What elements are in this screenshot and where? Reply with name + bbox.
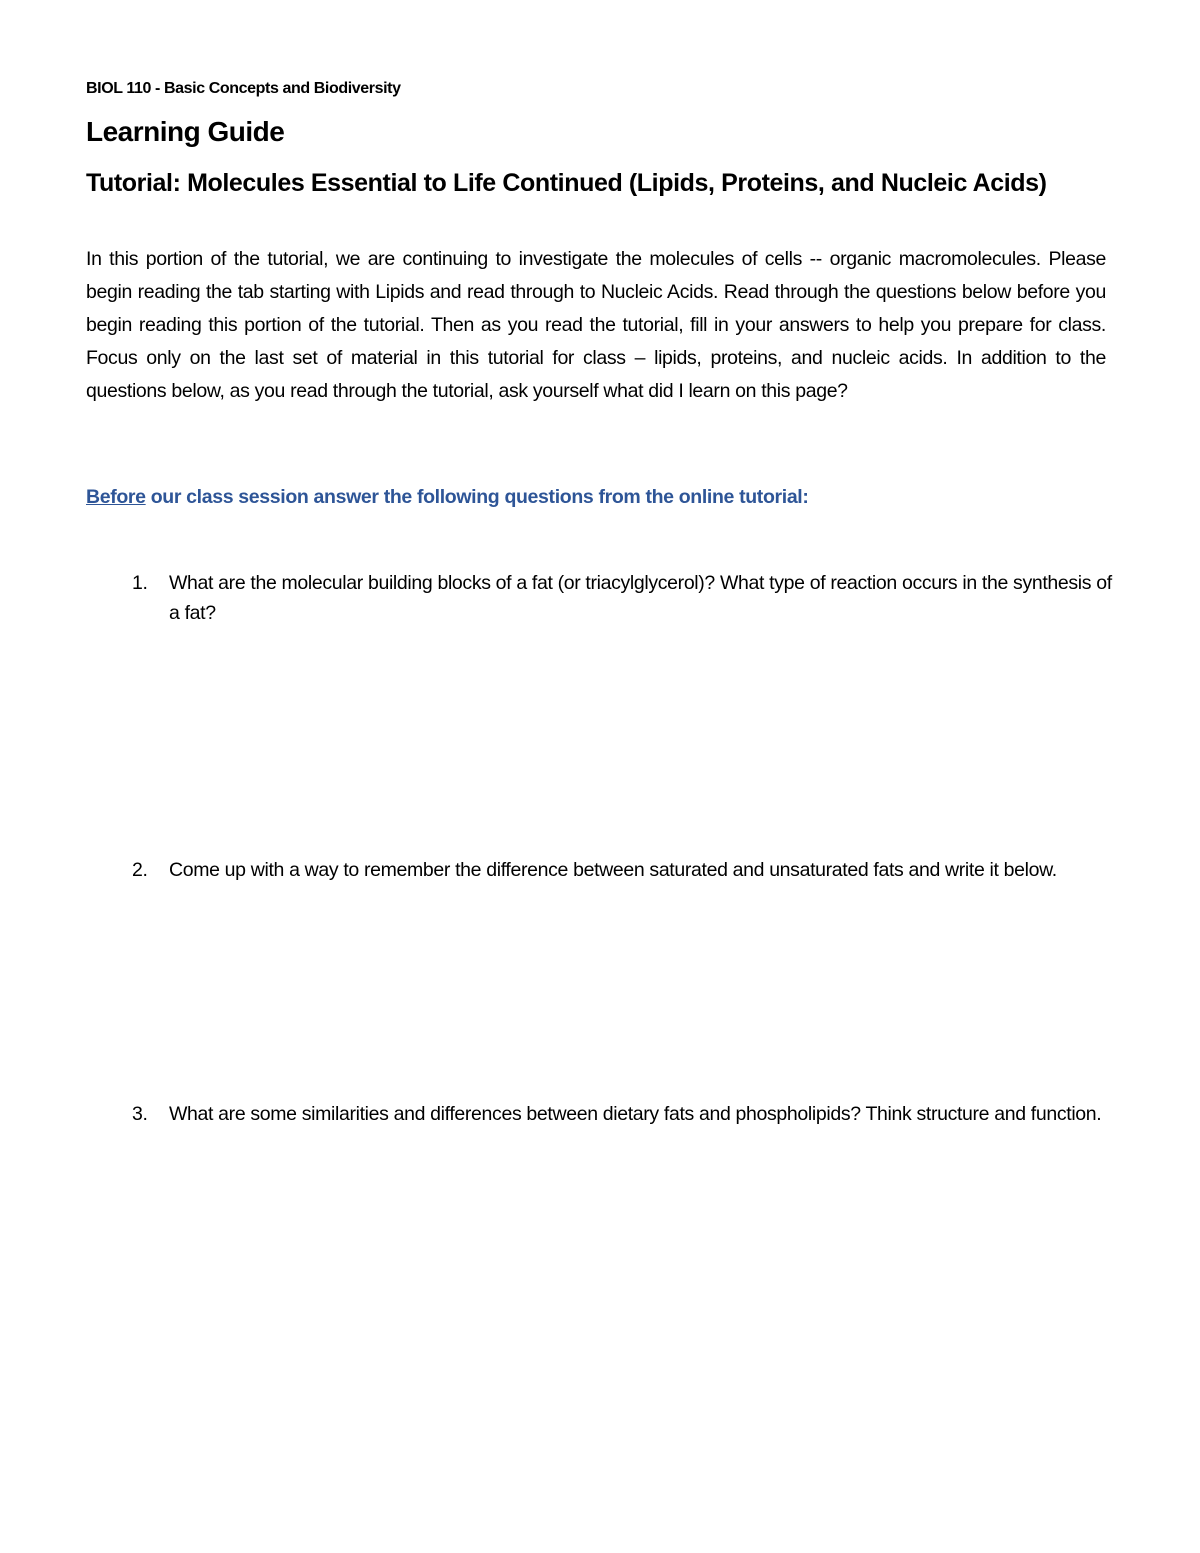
instruction-emphasis: Before: [86, 486, 146, 508]
question-text: Come up with a way to remember the difference between saturated and unsaturated fats and write it below.: [169, 859, 1057, 881]
course-header: BIOL 110 - Basic Concepts and Biodiversity: [86, 80, 401, 97]
question-number: 2.: [132, 859, 148, 881]
tutorial-title: Tutorial: Molecules Essential to Life Continued (Lipids, Proteins, and Nucleic Acids): [86, 169, 1047, 197]
document-title: Learning Guide: [86, 116, 285, 147]
question-number: 3.: [132, 1103, 148, 1125]
question-number: 1.: [132, 572, 148, 594]
question-item: [132, 855, 1126, 885]
question-item: [132, 1099, 1126, 1129]
question-text: What are some similarities and differences between dietary fats and phospholipids? Think structure and function.: [169, 1103, 1102, 1125]
intro-paragraph: In this portion of the tutorial, we are continuing to investigate the molecules of cells -- organic macromolecules. Please begin reading the tab starting with Lipids and read through to Nucleic Acids. Read through the questions below before you begin reading this portion of the tutorial. Then as you read the tutorial, fill in your answers to help you prepare for class. Focus only on the last set of material in this tutorial for class – lipids, proteins, and nucleic acids. In addition to the questions below, as you read through the tutorial, ask yourself what did I learn on this page?: [86, 248, 1106, 402]
instruction-text: our class session answer the following questions from the online tutorial:: [145, 486, 809, 508]
question-text: What are the molecular building blocks of a fat (or triacylglycerol)? What type of reaction occurs in the synthesis of a fat?: [169, 572, 1112, 624]
question-item: [132, 568, 1126, 628]
instruction-line: [86, 486, 809, 509]
